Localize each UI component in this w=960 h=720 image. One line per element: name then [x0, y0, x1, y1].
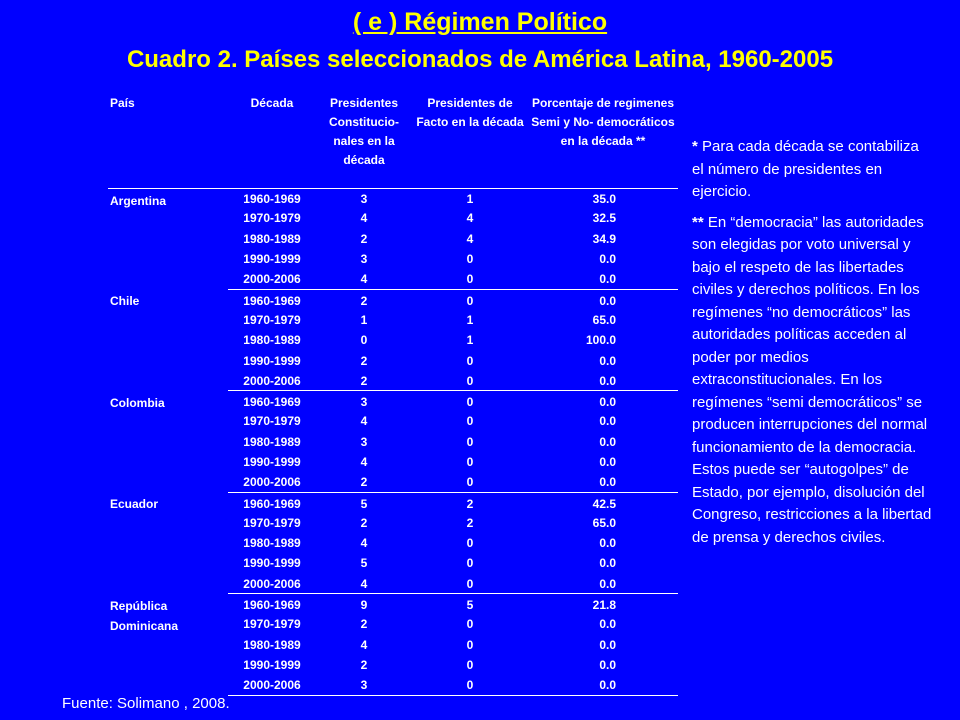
decade-cell: 1990-1999: [243, 657, 301, 672]
decade-cell: 1970-1979: [243, 515, 301, 530]
footnote-1: [692, 136, 932, 204]
header-constitutional: Presidentes Constitucio- nales en la década: [316, 94, 412, 188]
percentage-cell: 0.0: [599, 536, 616, 551]
percentage-cell: 0.0: [599, 434, 616, 449]
table-row: [108, 492, 678, 512]
footnote-1-text: Para cada década se contabiliza el número de presidentes en ejercicio.: [692, 138, 919, 200]
de-facto-count-cell: 0: [412, 675, 528, 695]
percentage-cell: 0.0: [599, 556, 616, 571]
de-facto-count-cell: 0: [466, 252, 474, 267]
decade-cell: 1980-1989: [243, 231, 301, 246]
table-row: [108, 188, 678, 208]
decade-cell: 2000-2006: [228, 675, 316, 695]
decade-cell: 1960-1969: [243, 598, 301, 613]
de-facto-count-cell: 0: [466, 617, 474, 632]
constitutional-count-cell: 2: [360, 617, 368, 632]
de-facto-count-cell: 0: [466, 556, 474, 571]
table-row: [108, 391, 678, 411]
de-facto-count-cell: 0: [466, 353, 474, 368]
de-facto-count-cell: 4: [466, 211, 474, 226]
decade-cell: 2000-2006: [228, 269, 316, 289]
decade-cell: 1960-1969: [243, 293, 301, 308]
percentage-cell: 65.0: [592, 515, 616, 530]
decade-cell: 1960-1969: [243, 496, 301, 511]
decade-cell: 1970-1979: [243, 617, 301, 632]
constitutional-count-cell: 2: [316, 472, 412, 492]
header-decade: Década: [228, 94, 316, 188]
decade-cell: 2000-2006: [228, 371, 316, 391]
country-cell: Argentina: [110, 193, 167, 208]
constitutional-count-cell: 0: [360, 333, 368, 348]
constitutional-count-cell: 3: [360, 192, 368, 207]
percentage-cell: 0.0: [599, 637, 616, 652]
decade-cell: 1990-1999: [243, 455, 301, 469]
constitutional-count-cell: 2: [360, 353, 368, 368]
regime-table: [108, 94, 678, 696]
constitutional-count-cell: 4: [360, 637, 368, 652]
header-country: País: [108, 94, 228, 188]
decade-cell: 1990-1999: [243, 353, 301, 368]
de-facto-count-cell: 0: [466, 455, 474, 469]
decade-cell: 1990-1999: [243, 556, 301, 571]
percentage-cell: 0.0: [599, 395, 616, 410]
footnote-2: [692, 212, 932, 550]
header-percentage: Porcentaje de regimenes Semi y No- democráticos en la década **: [528, 94, 678, 188]
de-facto-count-cell: 1: [466, 333, 474, 348]
percentage-cell: 0.0: [599, 353, 616, 368]
footnotes: [692, 136, 932, 557]
percentage-cell: 100.0: [585, 333, 616, 348]
percentage-cell: 0.0: [599, 617, 616, 632]
de-facto-count-cell: 0: [412, 371, 528, 391]
de-facto-count-cell: 2: [466, 515, 474, 530]
footnote-2-text: En “democracia” las autoridades son elegidas por voto universal y bajo el respeto de las libertades civiles y derechos políticos. En los regímenes “no democráticos” las autoridades políticas acceden al poder por medios extraconstitucionales. En los regímenes “semi democráticos” se producen interrupciones del normal funcionamiento de la democracia. Estos puede ser “autogolpes” de Estado, por ejemplo, disolución del Congreso, restricciones a la libertad de prensa y derechos civiles.: [692, 213, 932, 546]
constitutional-count-cell: 4: [360, 455, 368, 469]
de-facto-count-cell: 0: [466, 395, 474, 410]
footnote-2-mark: **: [692, 213, 704, 231]
de-facto-count-cell: 0: [466, 434, 474, 449]
percentage-cell: 0.0: [599, 414, 616, 429]
constitutional-count-cell: 1: [360, 312, 368, 327]
slide-title: ( e ) Régimen Político: [352, 8, 608, 36]
table-caption: Cuadro 2. Países seleccionados de América Latina, 1960-2005: [126, 46, 834, 73]
constitutional-count-cell: 5: [360, 496, 368, 511]
constitutional-count-cell: 4: [316, 269, 412, 289]
percentage-cell: 21.8: [592, 598, 616, 613]
constitutional-count-cell: 5: [360, 556, 368, 571]
decade-cell: 1970-1979: [243, 211, 301, 226]
decade-cell: 1970-1979: [243, 414, 301, 429]
constitutional-count-cell: 4: [360, 211, 368, 226]
decade-cell: 1960-1969: [243, 395, 301, 410]
constitutional-count-cell: 3: [360, 395, 368, 410]
de-facto-count-cell: 4: [466, 231, 474, 246]
de-facto-count-cell: 0: [412, 269, 528, 289]
country-cell: Ecuador: [110, 497, 159, 512]
de-facto-count-cell: 0: [412, 574, 528, 594]
table-row: [108, 594, 678, 614]
percentage-cell: 34.9: [592, 231, 616, 246]
constitutional-count-cell: 4: [360, 536, 368, 551]
country-cell: República Dominicana: [110, 598, 179, 633]
country-cell: Colombia: [110, 395, 165, 410]
footnote-1-mark: *: [692, 138, 698, 155]
percentage-cell: 0.0: [528, 574, 678, 594]
de-facto-count-cell: 0: [466, 414, 474, 429]
de-facto-count-cell: 0: [466, 657, 474, 672]
table-row: [108, 289, 678, 309]
constitutional-count-cell: 2: [360, 293, 368, 308]
constitutional-count-cell: 3: [360, 252, 368, 267]
percentage-cell: 65.0: [592, 312, 616, 327]
decade-cell: 2000-2006: [228, 574, 316, 594]
percentage-cell: 0.0: [599, 252, 616, 267]
de-facto-count-cell: 0: [466, 637, 474, 652]
de-facto-count-cell: 1: [466, 192, 474, 207]
constitutional-count-cell: 9: [360, 598, 368, 613]
percentage-cell: 0.0: [599, 455, 616, 469]
percentage-cell: 0.0: [528, 675, 678, 695]
table-body: [108, 188, 678, 695]
de-facto-count-cell: 2: [466, 496, 474, 511]
constitutional-count-cell: 4: [360, 414, 368, 429]
decade-cell: 1980-1989: [243, 536, 301, 551]
constitutional-count-cell: 3: [360, 434, 368, 449]
percentage-cell: 0.0: [528, 371, 678, 391]
constitutional-count-cell: 2: [360, 657, 368, 672]
percentage-cell: 32.5: [592, 211, 616, 226]
percentage-cell: 35.0: [592, 192, 616, 207]
decade-cell: 1990-1999: [243, 252, 301, 267]
constitutional-count-cell: 3: [316, 675, 412, 695]
constitutional-count-cell: 2: [360, 231, 368, 246]
decade-cell: 1980-1989: [243, 637, 301, 652]
de-facto-count-cell: 0: [466, 293, 474, 308]
de-facto-count-cell: 0: [466, 536, 474, 551]
decade-cell: 2000-2006: [228, 472, 316, 492]
percentage-cell: 0.0: [528, 472, 678, 492]
de-facto-count-cell: 0: [412, 472, 528, 492]
decade-cell: 1980-1989: [243, 333, 301, 348]
decade-cell: 1980-1989: [243, 434, 301, 449]
table-header-row: [108, 94, 678, 188]
de-facto-count-cell: 5: [466, 598, 474, 613]
decade-cell: 1970-1979: [243, 312, 301, 327]
header-de-facto: Presidentes de Facto en la década: [412, 94, 528, 188]
constitutional-count-cell: 2: [316, 371, 412, 391]
percentage-cell: 42.5: [592, 496, 616, 511]
percentage-cell: 0.0: [599, 657, 616, 672]
constitutional-count-cell: 4: [316, 574, 412, 594]
country-cell: Chile: [110, 294, 140, 309]
decade-cell: 1960-1969: [243, 192, 301, 207]
constitutional-count-cell: 2: [360, 515, 368, 530]
source-note: Fuente: Solimano , 2008.: [62, 695, 230, 712]
percentage-cell: 0.0: [599, 293, 616, 308]
de-facto-count-cell: 1: [466, 312, 474, 327]
percentage-cell: 0.0: [528, 269, 678, 289]
